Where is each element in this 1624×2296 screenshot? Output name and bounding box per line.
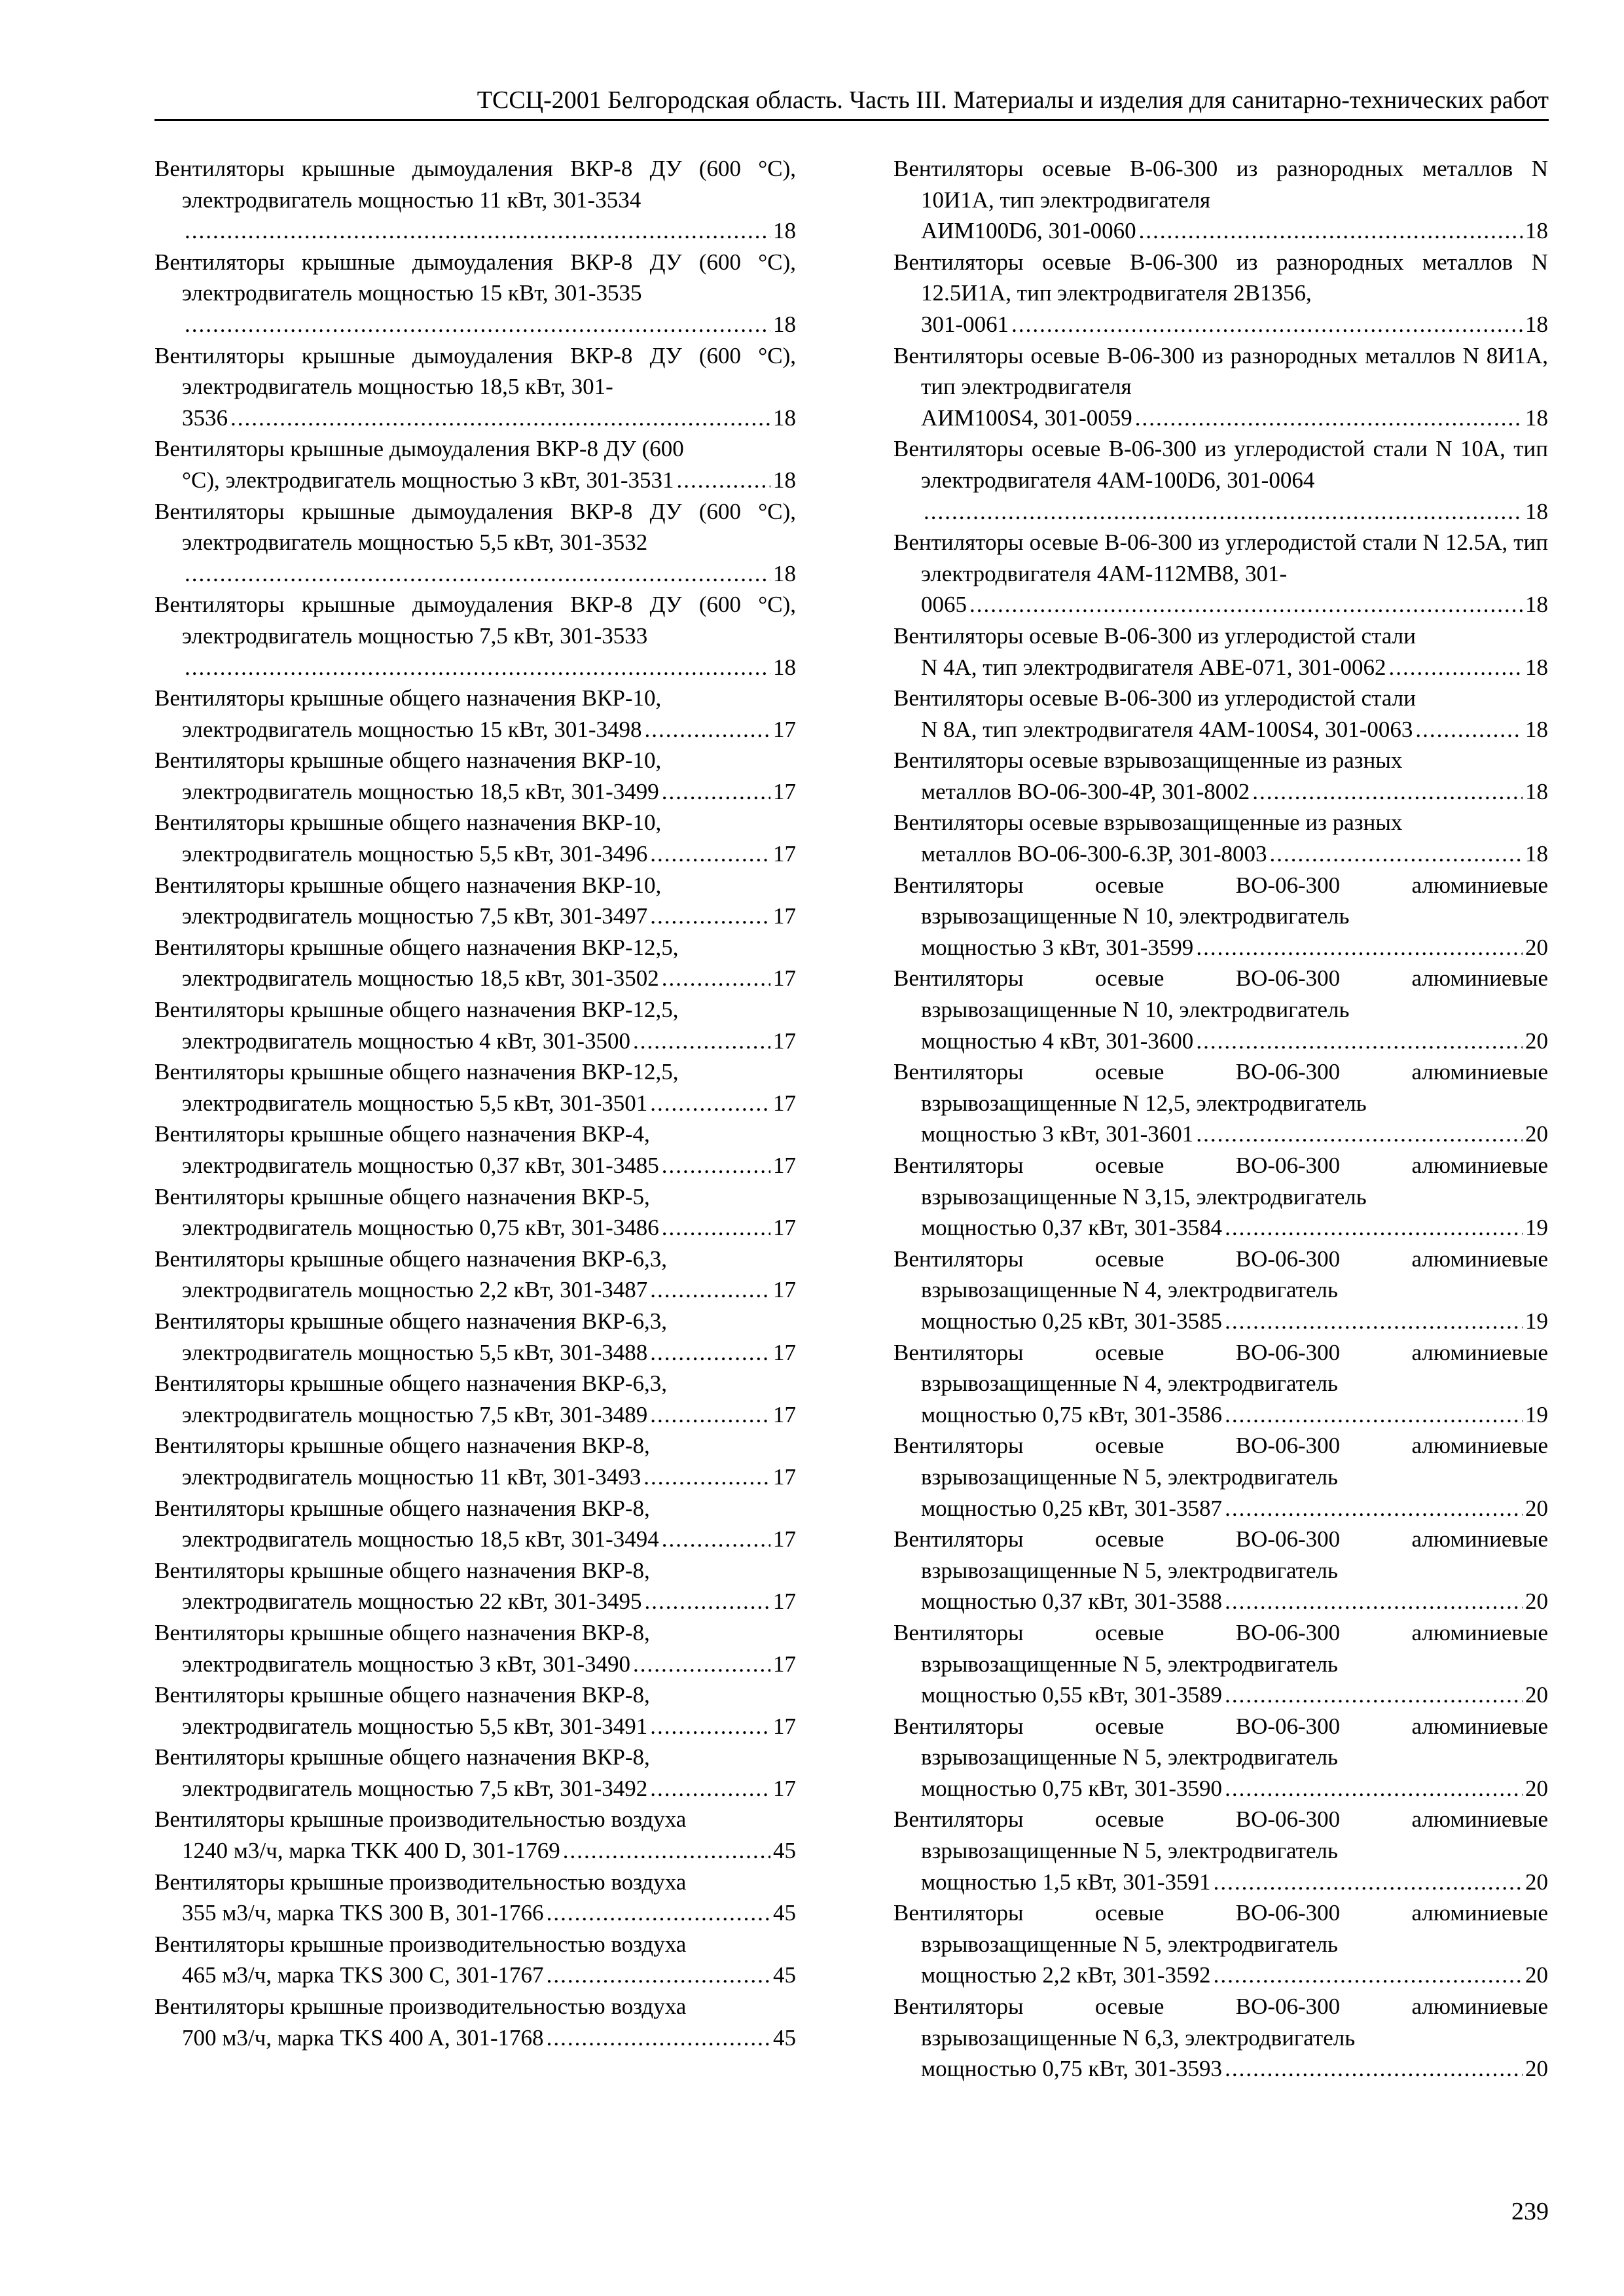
index-entry-continuation: электродвигатель мощностью 5,5 кВт, 301-3496: [182, 841, 648, 867]
index-entry-text: Вентиляторы осевые ВО-06-300 алюминиевые взрывозащищенные N 5, электродвигатель: [893, 1526, 1548, 1583]
index-entry-text: Вентиляторы осевые ВО-06-300 алюминиевые взрывозащищенные N 12,5, электродвигатель: [893, 1059, 1548, 1116]
index-entry-reference-line: [154, 1711, 796, 1742]
index-entry-reference-line: [154, 776, 796, 808]
index-entry-text: Вентиляторы крышные общего назначения ВКР-8,: [154, 1557, 650, 1583]
index-entry-text: Вентиляторы крышные производительностью воздуха: [154, 1806, 687, 1833]
index-entry-reference-line: [154, 558, 796, 590]
index-entry-text: Вентиляторы крышные дымоудаления ВКР-8 ДУ (600 °С), электродвигатель мощностью 11 кВт, 301-3534: [154, 156, 796, 213]
page-number: 239: [1511, 2198, 1549, 2225]
dot-leader: [230, 403, 770, 434]
index-entry-page: 20: [1525, 1682, 1548, 1708]
dot-leader: [650, 838, 770, 870]
index-entry-page: 17: [773, 1588, 796, 1615]
index-entry-page: 17: [773, 1775, 796, 1801]
index-entry-continuation: 1240 м3/ч, марка TKK 400 D, 301-1769: [182, 1838, 560, 1864]
index-entry-continuation: электродвигатель мощностью 22 кВт, 301-3495: [182, 1588, 642, 1615]
index-entry: [154, 1181, 796, 1244]
dot-leader: [650, 1337, 770, 1369]
index-entry-text: Вентиляторы крышные общего назначения ВКР-12,5,: [154, 934, 679, 960]
index-entry-reference-line: [154, 1150, 796, 1181]
index-entry-reference-line: [893, 1119, 1548, 1150]
dot-leader: [662, 776, 770, 808]
index-entry-continuation: мощностью 0,25 кВт, 301-3587: [921, 1495, 1223, 1521]
index-entry-text: Вентиляторы осевые ВО-06-300 алюминиевые взрывозащищенные N 4, электродвигатель: [893, 1246, 1548, 1303]
index-entry-continuation: электродвигатель мощностью 3 кВт, 301-3490: [182, 1651, 631, 1677]
index-entry-page: 17: [773, 1090, 796, 1116]
index-entry-page: 17: [773, 1401, 796, 1427]
index-entry-continuation: электродвигатель мощностью 15 кВт, 301-3498: [182, 716, 642, 742]
dot-leader: [1225, 1306, 1523, 1337]
index-entry-page: 17: [773, 1215, 796, 1241]
index-entry-continuation: 3536: [182, 404, 228, 431]
index-entry-page: 19: [1525, 1308, 1548, 1334]
index-entry-reference-line: [893, 1773, 1548, 1804]
index-entry-text: Вентиляторы крышные общего назначения ВКР-8,: [154, 1495, 650, 1521]
index-entry-reference-line: [154, 1026, 796, 1057]
index-entry-reference-line: [893, 589, 1548, 620]
index-entry-reference-line: [154, 1088, 796, 1119]
index-entry-reference-line: [893, 1026, 1548, 1057]
index-entry-reference-line: [154, 1773, 796, 1804]
index-entry: [893, 1056, 1548, 1150]
dot-leader: [1415, 714, 1523, 745]
dot-leader: [185, 309, 770, 340]
index-entry: [893, 340, 1548, 434]
index-entry-page: 45: [773, 1900, 796, 1926]
index-entry-text: Вентиляторы осевые ВО-06-300 алюминиевые взрывозащищенные N 5, электродвигатель: [893, 1713, 1548, 1770]
dot-leader: [633, 1026, 770, 1057]
index-entry-page: 17: [773, 1526, 796, 1552]
index-entry-text: Вентиляторы крышные общего назначения ВКР-8,: [154, 1619, 650, 1645]
index-entry: [154, 496, 796, 590]
index-entry-text: Вентиляторы крышные дымоудаления ВКР-8 ДУ (600 °С), электродвигатель мощностью 7,5 кВт, 301-3533: [154, 592, 796, 649]
dot-leader: [1135, 403, 1523, 434]
dot-leader: [1252, 776, 1523, 808]
index-entry: [893, 527, 1548, 620]
index-entry-reference-line: [893, 2053, 1548, 2085]
dot-leader: [677, 465, 770, 496]
index-entry-continuation: мощностью 0,37 кВт, 301-3588: [921, 1588, 1223, 1615]
index-entry-text: Вентиляторы осевые В-06-300 из разнородных металлов N 12.5И1А, тип электродвигателя 2В1356,: [893, 249, 1548, 306]
index-entry-text: Вентиляторы осевые В-06-300 из разнородных металлов N 8И1А, тип электродвигателя: [893, 342, 1548, 400]
index-column-right: [893, 153, 1548, 2085]
index-entry-reference-line: [154, 309, 796, 340]
index-column-left: [154, 153, 796, 2053]
index-entry: [154, 589, 796, 683]
index-entry: [154, 1617, 796, 1679]
index-entry-text: Вентиляторы крышные общего назначения ВКР-6,3,: [154, 1308, 668, 1334]
index-entry-reference-line: [154, 1649, 796, 1680]
index-entry-reference-line: [154, 1960, 796, 1991]
index-entry-reference-line: [893, 932, 1548, 963]
index-entry-continuation: °С), электродвигатель мощностью 3 кВт, 301-3531: [182, 467, 674, 493]
index-entry-page: 18: [1525, 404, 1548, 431]
index-entry-reference-line: [893, 838, 1548, 870]
index-entry: [154, 1867, 796, 1929]
index-entry-continuation: АИМ100D6, 301-0060: [921, 218, 1136, 244]
index-entry-continuation: 301-0061: [921, 311, 1009, 337]
index-entry-text: Вентиляторы осевые взрывозащищенные из разных: [893, 810, 1403, 836]
dot-leader: [1225, 1773, 1523, 1804]
dot-leader: [1214, 1867, 1523, 1898]
index-entry-continuation: мощностью 3 кВт, 301-3601: [921, 1121, 1194, 1147]
index-entry-reference-line: [893, 776, 1548, 808]
index-entry-text: Вентиляторы крышные дымоудаления ВКР-8 ДУ (600 °С), электродвигатель мощностью 15 кВт, 301-3535: [154, 249, 796, 306]
index-entry-text: Вентиляторы осевые ВО-06-300 алюминиевые взрывозащищенные N 10, электродвигатель: [893, 872, 1548, 929]
dot-leader: [1196, 1119, 1523, 1150]
index-entry-reference-line: [893, 1960, 1548, 1991]
index-entry-reference-line: [154, 838, 796, 870]
dot-leader: [650, 1399, 770, 1431]
index-entry: [893, 1617, 1548, 1711]
dot-leader: [643, 1462, 770, 1493]
index-entry-text: Вентиляторы крышные общего назначения ВКР-8,: [154, 1682, 650, 1708]
index-entry: [893, 1524, 1548, 1617]
dot-leader: [650, 1711, 770, 1742]
index-entry-text: Вентиляторы крышные общего назначения ВКР-4,: [154, 1121, 650, 1147]
index-entry-text: Вентиляторы крышные производительностью воздуха: [154, 1994, 687, 2020]
index-entry-page: 17: [773, 716, 796, 742]
index-entry-reference-line: [154, 403, 796, 434]
index-entry-page: 45: [773, 1838, 796, 1864]
index-entry-continuation: мощностью 0,75 кВт, 301-3593: [921, 2056, 1223, 2082]
index-entry: [893, 1897, 1548, 1991]
index-entry-text: Вентиляторы осевые В-06-300 из углеродистой стали N 10А, тип электродвигателя 4АМ-100D6, 301-0064: [893, 436, 1548, 493]
index-entry-reference-line: [154, 1897, 796, 1929]
index-entry-text: Вентиляторы осевые ВО-06-300 алюминиевые взрывозащищенные N 5, электродвигатель: [893, 1619, 1548, 1677]
index-entry-continuation: мощностью 0,37 кВт, 301-3584: [921, 1215, 1223, 1241]
index-entry: [154, 1555, 796, 1617]
index-entry-text: Вентиляторы осевые В-06-300 из разнородных металлов N 10И1А, тип электродвигателя: [893, 156, 1548, 213]
index-entry-reference-line: [154, 1212, 796, 1244]
index-entry-reference-line: [893, 714, 1548, 745]
index-entry-continuation: мощностью 0,75 кВт, 301-3590: [921, 1775, 1223, 1801]
index-entry-text: Вентиляторы крышные общего назначения ВКР-12,5,: [154, 997, 679, 1023]
index-entry: [893, 963, 1548, 1056]
index-entry-continuation: металлов ВО-06-300-6.3Р, 301-8003: [921, 841, 1267, 867]
dot-leader: [1270, 838, 1523, 870]
index-entry-page: 20: [1525, 934, 1548, 960]
index-entry-page: 18: [773, 654, 796, 680]
index-entry: [154, 932, 796, 994]
index-entry: [893, 1711, 1548, 1804]
index-entry-reference-line: [154, 1835, 796, 1867]
index-entry-continuation: N 8А, тип электродвигателя 4АМ-100S4, 301-0063: [921, 716, 1413, 742]
dot-leader: [1214, 1960, 1523, 1991]
index-entry-continuation: металлов ВО-06-300-4Р, 301-8002: [921, 778, 1250, 804]
index-entry-text: Вентиляторы осевые ВО-06-300 алюминиевые взрывозащищенные N 5, электродвигатель: [893, 1900, 1548, 1957]
dot-leader: [645, 1586, 770, 1617]
index-entry: [154, 1119, 796, 1181]
index-entry-page: 18: [773, 404, 796, 431]
index-entry-text: Вентиляторы осевые ВО-06-300 алюминиевые взрывозащищенные N 5, электродвигатель: [893, 1433, 1548, 1490]
index-entry-continuation: 465 м3/ч, марка TKS 300 C, 301-1767: [182, 1962, 544, 1988]
index-entry-continuation: электродвигатель мощностью 2,2 кВт, 301-3487: [182, 1277, 648, 1303]
index-entry: [154, 807, 796, 869]
index-entry: [154, 994, 796, 1056]
index-entry-text: Вентиляторы осевые В-06-300 из углеродистой стали: [893, 685, 1416, 711]
index-entry-page: 18: [773, 467, 796, 493]
index-entry: [154, 153, 796, 247]
index-entry-reference-line: [154, 1524, 796, 1555]
index-entry: [893, 870, 1548, 963]
index-entry-continuation: мощностью 0,25 кВт, 301-3585: [921, 1308, 1223, 1334]
index-entry-text: Вентиляторы крышные производительностью воздуха: [154, 1931, 687, 1957]
index-entry: [893, 1150, 1548, 1244]
index-entry-page: 20: [1525, 1588, 1548, 1615]
index-entry-text: Вентиляторы осевые ВО-06-300 алюминиевые взрывозащищенные N 4, электродвигатель: [893, 1339, 1548, 1397]
index-entry-text: Вентиляторы крышные общего назначения ВКР-10,: [154, 872, 662, 898]
dot-leader: [185, 558, 770, 590]
index-entry-text: Вентиляторы крышные общего назначения ВКР-8,: [154, 1433, 650, 1459]
index-entry-page: 17: [773, 778, 796, 804]
index-entry: [154, 1929, 796, 1991]
dot-leader: [1011, 309, 1523, 340]
index-entry: [893, 745, 1548, 807]
index-entry-page: 18: [1525, 716, 1548, 742]
index-entry: [893, 433, 1548, 527]
index-entry: [893, 153, 1548, 247]
index-entry-reference-line: [893, 403, 1548, 434]
index-entry-page: 17: [773, 1713, 796, 1739]
index-entry-text: Вентиляторы крышные общего назначения ВКР-12,5,: [154, 1059, 679, 1085]
index-entry-reference-line: [154, 465, 796, 496]
index-entry-text: Вентиляторы крышные общего назначения ВКР-10,: [154, 685, 662, 711]
dot-leader: [650, 901, 770, 932]
index-entry-continuation: электродвигатель мощностью 18,5 кВт, 301-3502: [182, 965, 659, 992]
index-entry-reference-line: [893, 496, 1548, 528]
dot-leader: [547, 1897, 770, 1929]
index-entry-page: 18: [1525, 654, 1548, 680]
index-entry-continuation: 0065: [921, 592, 967, 618]
index-entry: [154, 745, 796, 807]
dot-leader: [650, 1088, 770, 1119]
index-entry-page: 45: [773, 2024, 796, 2051]
index-entry: [154, 247, 796, 340]
index-entry: [154, 1679, 796, 1742]
dot-leader: [645, 714, 770, 745]
index-entry: [893, 1337, 1548, 1431]
index-entry: [154, 1804, 796, 1866]
index-entry: [154, 433, 796, 495]
index-entry: [154, 870, 796, 932]
index-entry-text: Вентиляторы крышные общего назначения ВКР-10,: [154, 747, 662, 774]
dot-leader: [1225, 1586, 1523, 1617]
index-entry-page: 18: [1525, 498, 1548, 524]
index-entry: [893, 1244, 1548, 1337]
dot-leader: [1196, 1026, 1523, 1057]
index-entry-text: Вентиляторы крышные общего назначения ВКР-5,: [154, 1183, 650, 1210]
index-entry-page: 17: [773, 841, 796, 867]
index-entry-text: Вентиляторы осевые В-06-300 из углеродистой стали N 12.5А, тип электродвигателя 4АМ-112МВ8, 301-: [893, 529, 1548, 586]
index-entry-continuation: мощностью 3 кВт, 301-3599: [921, 934, 1194, 960]
index-entry-page: 45: [773, 1962, 796, 1988]
index-entry-page: 17: [773, 1463, 796, 1490]
index-entry: [154, 1991, 796, 2053]
dot-leader: [185, 215, 770, 247]
index-entry-text: Вентиляторы крышные производительностью воздуха: [154, 1869, 687, 1895]
index-entry-continuation: электродвигатель мощностью 4 кВт, 301-3500: [182, 1028, 631, 1054]
index-entry-page: 20: [1525, 1495, 1548, 1521]
index-entry-continuation: 700 м3/ч, марка TKS 400 A, 301-1768: [182, 2024, 544, 2051]
index-entry-continuation: 355 м3/ч, марка TKS 300 B, 301-1766: [182, 1900, 544, 1926]
index-entry-continuation: электродвигатель мощностью 5,5 кВт, 301-3501: [182, 1090, 648, 1116]
index-entry-continuation: электродвигатель мощностью 5,5 кВт, 301-3491: [182, 1713, 648, 1739]
index-entry-reference-line: [154, 2022, 796, 2054]
index-entry-page: 17: [773, 903, 796, 929]
index-entry-page: 17: [773, 965, 796, 992]
dot-leader: [1139, 215, 1523, 247]
index-entry-reference-line: [893, 1399, 1548, 1431]
dot-leader: [547, 2022, 770, 2054]
index-entry-page: 17: [773, 1277, 796, 1303]
index-entry-text: Вентиляторы крышные общего назначения ВКР-8,: [154, 1744, 650, 1770]
index-entry-continuation: мощностью 0,55 кВт, 301-3589: [921, 1682, 1223, 1708]
index-entry-page: 17: [773, 1028, 796, 1054]
dot-leader: [185, 652, 770, 683]
index-entry-continuation: мощностью 4 кВт, 301-3600: [921, 1028, 1194, 1054]
index-entry-continuation: электродвигатель мощностью 0,75 кВт, 301-3486: [182, 1215, 659, 1241]
dot-leader: [1225, 1493, 1523, 1524]
index-entry-page: 20: [1525, 1121, 1548, 1147]
dot-leader: [633, 1649, 770, 1680]
dot-leader: [1225, 1212, 1523, 1244]
index-entry-page: 18: [1525, 311, 1548, 337]
index-entry: [154, 1493, 796, 1555]
index-entry-text: Вентиляторы осевые ВО-06-300 алюминиевые взрывозащищенные N 6,3, электродвигатель: [893, 1994, 1548, 2051]
index-entry: [893, 1804, 1548, 1897]
dot-leader: [650, 1773, 770, 1804]
index-entry-continuation: электродвигатель мощностью 18,5 кВт, 301-3499: [182, 778, 659, 804]
index-entry-continuation: электродвигатель мощностью 7,5 кВт, 301-3489: [182, 1401, 648, 1427]
dot-leader: [662, 963, 770, 994]
index-entry: [154, 1368, 796, 1430]
dot-leader: [547, 1960, 770, 1991]
index-entry-text: Вентиляторы осевые ВО-06-300 алюминиевые взрывозащищенные N 5, электродвигатель: [893, 1806, 1548, 1864]
index-entry: [893, 1430, 1548, 1524]
index-entry-page: 17: [773, 1339, 796, 1365]
index-entry-page: 18: [1525, 841, 1548, 867]
dot-leader: [924, 496, 1523, 528]
index-entry-continuation: электродвигатель мощностью 5,5 кВт, 301-3488: [182, 1339, 648, 1365]
index-entry-reference-line: [154, 963, 796, 994]
dot-leader: [662, 1212, 770, 1244]
dot-leader: [563, 1835, 770, 1867]
index-entry-reference-line: [893, 309, 1548, 340]
index-entry-text: Вентиляторы осевые В-06-300 из углеродистой стали: [893, 622, 1416, 649]
index-entry-reference-line: [893, 652, 1548, 683]
index-entry-page: 17: [773, 1153, 796, 1178]
index-entry-reference-line: [154, 1462, 796, 1493]
index-entry-reference-line: [154, 215, 796, 247]
index-entry-page: 18: [773, 560, 796, 586]
index-entry-continuation: мощностью 2,2 кВт, 301-3592: [921, 1962, 1211, 1988]
index-entry: [893, 1991, 1548, 2085]
index-entry-text: Вентиляторы осевые ВО-06-300 алюминиевые взрывозащищенные N 10, электродвигатель: [893, 965, 1548, 1023]
index-entry-continuation: электродвигатель мощностью 7,5 кВт, 301-3497: [182, 903, 648, 929]
running-header: ТССЦ-2001 Белгородская область. Часть III. Материалы и изделия для санитарно-технических работ: [154, 84, 1549, 121]
index-entry-page: 18: [1525, 778, 1548, 804]
index-entry-reference-line: [154, 652, 796, 683]
index-entry-reference-line: [154, 1399, 796, 1431]
dot-leader: [662, 1524, 770, 1555]
index-entry-page: 19: [1525, 1215, 1548, 1241]
index-entry: [893, 620, 1548, 683]
dot-leader: [1225, 2053, 1523, 2085]
index-entry-page: 19: [1525, 1401, 1548, 1427]
index-entry-continuation: N 4А, тип электродвигателя АВЕ-071, 301-0062: [921, 654, 1386, 680]
index-entry: [154, 340, 796, 434]
index-entry-reference-line: [893, 1212, 1548, 1244]
index-entry-page: 17: [773, 1651, 796, 1677]
index-entry-continuation: электродвигатель мощностью 0,37 кВт, 301-3485: [182, 1153, 659, 1178]
index-entry-reference-line: [893, 1679, 1548, 1711]
index-entry-page: 20: [1525, 2056, 1548, 2082]
index-entry: [154, 1056, 796, 1119]
index-entry-reference-line: [154, 1337, 796, 1369]
index-entry-text: Вентиляторы крышные дымоудаления ВКР-8 ДУ (600: [154, 436, 684, 462]
index-entry-page: 20: [1525, 1028, 1548, 1054]
index-entry-page: 20: [1525, 1869, 1548, 1895]
index-entry-continuation: мощностью 1,5 кВт, 301-3591: [921, 1869, 1211, 1895]
index-entry-reference-line: [893, 1586, 1548, 1617]
index-entry-reference-line: [154, 1586, 796, 1617]
index-entry-reference-line: [154, 1274, 796, 1306]
index-entry: [893, 683, 1548, 745]
index-entry-text: Вентиляторы осевые взрывозащищенные из разных: [893, 747, 1403, 774]
index-entry: [154, 1742, 796, 1804]
index-entry-text: Вентиляторы крышные дымоудаления ВКР-8 ДУ (600 °С), электродвигатель мощностью 18,5 кВт, 301-: [154, 342, 796, 400]
index-entry-continuation: АИМ100S4, 301-0059: [921, 404, 1132, 431]
dot-leader: [662, 1150, 770, 1181]
index-entry-continuation: электродвигатель мощностью 11 кВт, 301-3493: [182, 1463, 641, 1490]
index-entry-text: Вентиляторы крышные общего назначения ВКР-10,: [154, 810, 662, 836]
index-entry-text: Вентиляторы крышные общего назначения ВКР-6,3,: [154, 1371, 668, 1397]
index-entry-continuation: мощностью 0,75 кВт, 301-3586: [921, 1401, 1223, 1427]
dot-leader: [1225, 1679, 1523, 1711]
index-entry-reference-line: [893, 1306, 1548, 1337]
index-entry-page: 20: [1525, 1962, 1548, 1988]
index-entry: [893, 247, 1548, 340]
index-entry-reference-line: [893, 215, 1548, 247]
dot-leader: [1196, 932, 1523, 963]
dot-leader: [650, 1274, 770, 1306]
dot-leader: [1388, 652, 1523, 683]
index-entry-text: Вентиляторы крышные общего назначения ВКР-6,3,: [154, 1246, 668, 1272]
index-entry-text: Вентиляторы осевые ВО-06-300 алюминиевые взрывозащищенные N 3,15, электродвигатель: [893, 1153, 1548, 1210]
index-entry: [893, 807, 1548, 869]
index-entry-page: 20: [1525, 1775, 1548, 1801]
index-entry-reference-line: [893, 1867, 1548, 1898]
index-entry-page: 18: [773, 218, 796, 244]
index-entry: [154, 1306, 796, 1368]
index-entry-text: Вентиляторы крышные дымоудаления ВКР-8 ДУ (600 °С), электродвигатель мощностью 5,5 кВт, 301-3532: [154, 498, 796, 556]
index-entry-page: 18: [1525, 592, 1548, 618]
dot-leader: [1225, 1399, 1523, 1431]
index-entry-reference-line: [154, 714, 796, 745]
index-entry-continuation: электродвигатель мощностью 7,5 кВт, 301-3492: [182, 1775, 648, 1801]
index-entry: [154, 683, 796, 745]
index-entry-page: 18: [1525, 218, 1548, 244]
index-entry: [154, 1430, 796, 1492]
index-entry: [154, 1244, 796, 1306]
index-entry-reference-line: [893, 1493, 1548, 1524]
index-entry-continuation: электродвигатель мощностью 18,5 кВт, 301-3494: [182, 1526, 659, 1552]
index-entry-page: 18: [773, 311, 796, 337]
dot-leader: [969, 589, 1523, 620]
index-entry-reference-line: [154, 901, 796, 932]
